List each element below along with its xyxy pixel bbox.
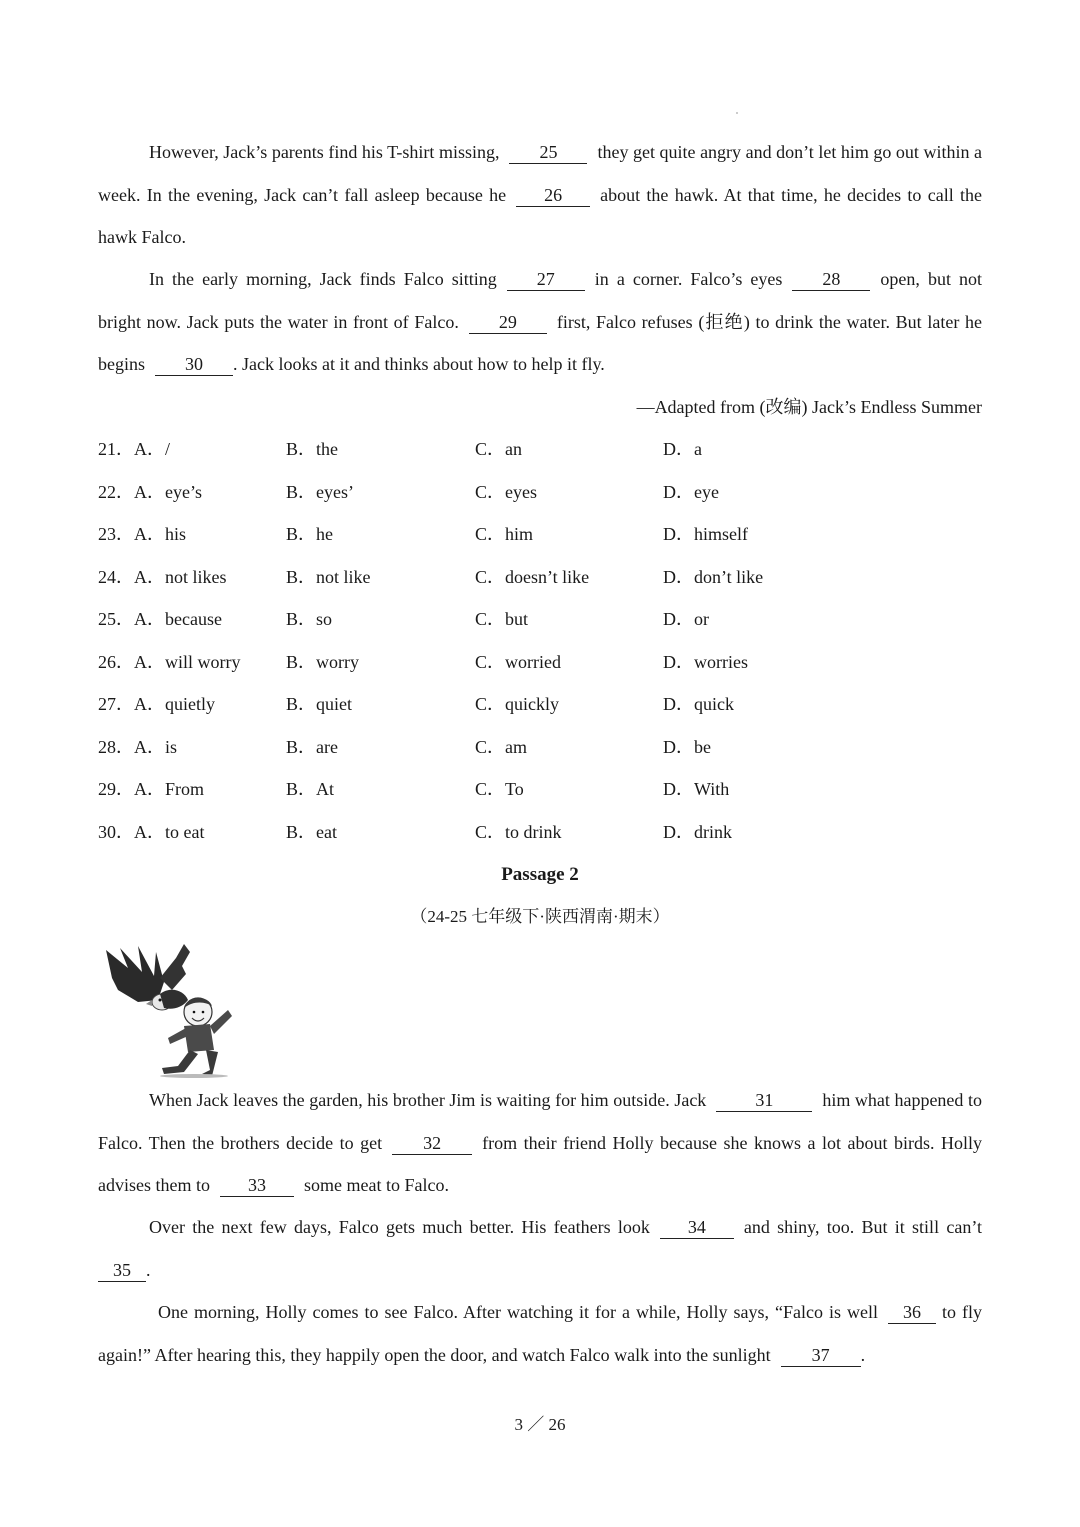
blank-30[interactable]: 30	[155, 353, 233, 376]
option-d[interactable]: D．worries	[663, 651, 748, 672]
question-row	[98, 647, 982, 690]
option-d[interactable]: D．be	[663, 736, 711, 757]
blank-28[interactable]: 28	[792, 268, 870, 291]
option-b[interactable]: B．are	[286, 736, 338, 757]
question-row	[98, 434, 982, 477]
blank-34[interactable]: 34	[660, 1216, 734, 1239]
option-c[interactable]: C．an	[475, 439, 522, 459]
option-d[interactable]: D．don’t like	[663, 566, 764, 587]
blank-26[interactable]: 26	[516, 184, 590, 207]
option-d[interactable]: D．drink	[663, 821, 732, 842]
option-c[interactable]: C．am	[475, 736, 527, 757]
blank-37[interactable]: 37	[781, 1344, 861, 1367]
option-b[interactable]: B．worry	[286, 651, 359, 672]
blank-33[interactable]: 33	[220, 1174, 294, 1197]
option-c[interactable]: C．eyes	[475, 481, 537, 502]
option-a: 26．A．will worry	[98, 651, 241, 672]
option-a: 23．A．his	[98, 524, 187, 544]
blank-35[interactable]: 35	[98, 1259, 146, 1282]
option-b[interactable]: B．he	[286, 524, 333, 544]
blank-31[interactable]: 31	[716, 1089, 812, 1112]
question-options	[98, 434, 982, 859]
option-c[interactable]: C．but	[475, 609, 529, 629]
blank-36[interactable]: 36	[888, 1301, 936, 1324]
option-d[interactable]: D．a	[663, 439, 702, 459]
option-b[interactable]: B．At	[286, 779, 335, 799]
passage2-paragraph-1: When Jack leaves the garden, his brother Jim is waiting for him outside. Jack 31 him what happened to Falco. Then the brothers decide to get 32 from their friend Holly because she knows a lot about birds. Holly advises them to 33 some meat to Falco.	[98, 1090, 982, 1195]
question-row	[98, 519, 982, 562]
option-c[interactable]: C．worried	[475, 651, 561, 672]
page-number: 3 ／ 26	[514, 1415, 566, 1434]
blank-29[interactable]: 29	[469, 311, 547, 334]
option-b[interactable]: B．eyes’	[286, 481, 354, 502]
passage2-source-tag: （24-25 七年级下·陕西渭南·期末）	[410, 907, 670, 926]
option-a: 30．A．to eat	[98, 821, 205, 842]
question-row	[98, 477, 982, 520]
option-a: 29．A．From	[98, 779, 205, 799]
question-row	[98, 604, 982, 647]
option-c[interactable]: C．doesn’t like	[475, 566, 590, 587]
option-c[interactable]: C．To	[475, 779, 524, 799]
passage2-paragraph-2: Over the next few days, Falco gets much better. His feathers look 34 and shiny, too. But it still can’t 35 .	[98, 1206, 982, 1291]
blank-25[interactable]: 25	[509, 141, 587, 164]
option-b[interactable]: B．quiet	[286, 694, 352, 714]
passage1-paragraph-2: In the early morning, Jack finds Falco sitting 27 in a corner. Falco’s eyes 28 open, but not bright now. Jack puts the water in front of Falco. 29 first, Falco refuses (拒绝) to drink the water. But later he begins 30 . Jack looks at it and thinks about how to help it fly.	[98, 269, 982, 374]
passage1-paragraph-1: However, Jack’s parents find his T-shirt missing, 25 they get quite angry and don’t let him go out within a week. In the evening, Jack can’t fall asleep because he 26 about the hawk. At that time, he decides to call the hawk Falco.	[98, 142, 982, 247]
option-b[interactable]: B．eat	[286, 821, 337, 842]
option-c[interactable]: C．him	[475, 524, 534, 544]
option-d[interactable]: D．or	[663, 609, 709, 629]
option-a: 22．A．eye’s	[98, 481, 202, 502]
option-b[interactable]: B．not like	[286, 566, 371, 587]
question-row	[98, 817, 982, 860]
scan-speck	[736, 112, 738, 114]
passage2-paragraph-3: One morning, Holly comes to see Falco. After watching it for a while, Holly says, “Falco is well 36 to fly again!” After hearing this, they happily open the door, and watch Falco walk into the sunlight 37 .	[98, 1302, 983, 1365]
option-a: 27．A．quietly	[98, 694, 215, 714]
question-row	[98, 732, 982, 775]
passage2-heading: Passage 2	[501, 864, 579, 885]
option-a: 24．A．not likes	[98, 566, 227, 587]
source-citation: —Adapted from (改编) Jack’s Endless Summer	[636, 397, 982, 417]
question-row	[98, 689, 982, 732]
blank-27[interactable]: 27	[507, 268, 585, 291]
option-d[interactable]: D．eye	[663, 481, 719, 502]
option-d[interactable]: D．quick	[663, 694, 734, 714]
eagle-and-boy-illustration	[98, 938, 238, 1078]
question-row	[98, 562, 982, 605]
option-b[interactable]: B．the	[286, 439, 338, 459]
option-b[interactable]: B．so	[286, 609, 333, 629]
blank-32[interactable]: 32	[392, 1132, 472, 1155]
option-a: 28．A．is	[98, 736, 178, 757]
question-row	[98, 774, 982, 817]
option-a: 21．A．/	[98, 439, 170, 459]
option-c[interactable]: C．to drink	[475, 821, 562, 842]
option-a: 25．A．because	[98, 609, 222, 629]
option-c[interactable]: C．quickly	[475, 694, 559, 714]
option-d[interactable]: D．himself	[663, 524, 748, 544]
option-d[interactable]: D．With	[663, 779, 730, 799]
